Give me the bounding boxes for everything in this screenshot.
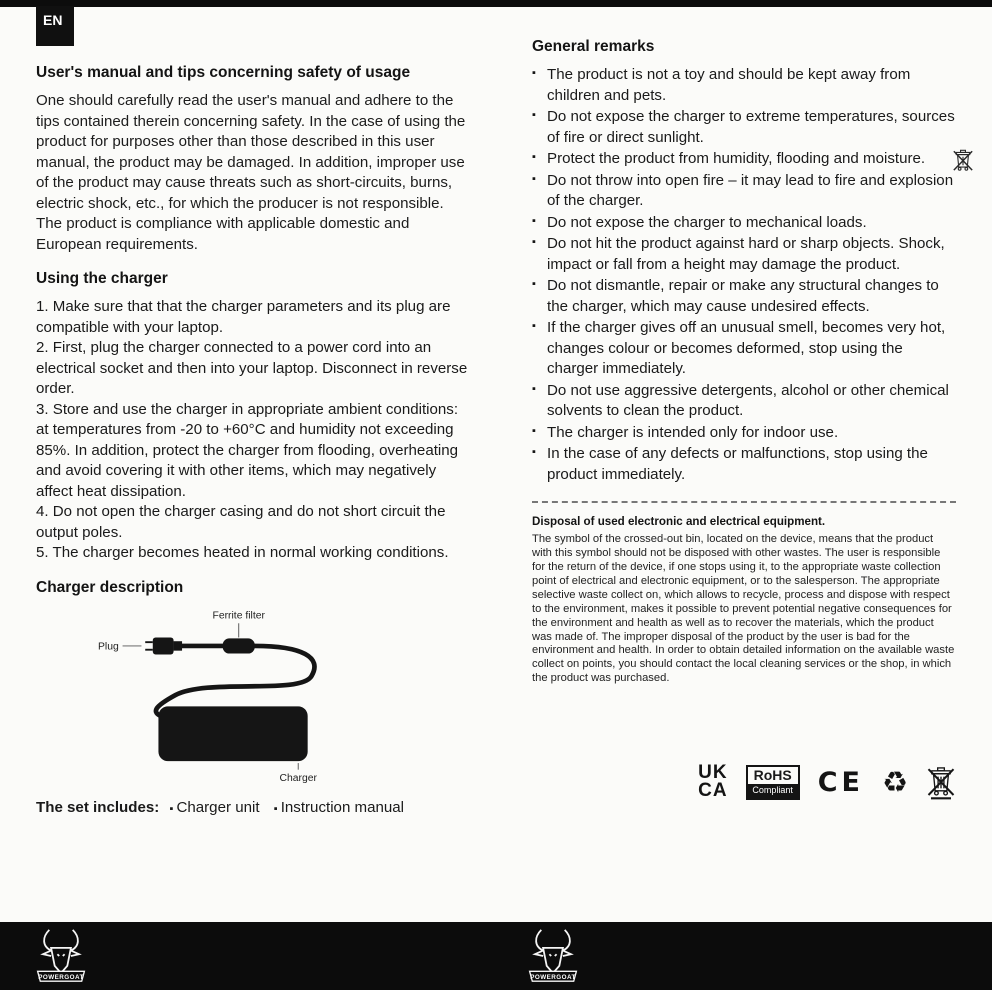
powergoat-wordmark: POWERGOAT xyxy=(530,973,576,981)
using-the-charger-title: Using the charger xyxy=(36,270,168,288)
ferrite-filter-graphic xyxy=(223,638,255,653)
set-includes-item: ▪ Charger unit xyxy=(170,799,260,816)
powergoat-logo xyxy=(526,926,580,990)
bullet-item: ▪ Do not throw into open fire – it may lead to fire and explosion of the charger. xyxy=(532,171,956,212)
general-remarks-title: General remarks xyxy=(532,38,655,55)
dashed-divider xyxy=(532,501,956,503)
bullet-item: ▪ Do not expose the charger to mechanical loads. xyxy=(532,213,956,234)
rohs-label: RoHS xyxy=(753,766,792,783)
charger-body-label: Charger xyxy=(279,772,317,784)
ukca-line2: CA xyxy=(698,780,728,802)
bullet-item: ▪ The charger is intended only for indoor use. xyxy=(532,423,956,444)
charger-diagram xyxy=(64,606,472,791)
step-item: 3. Store and use the charger in appropriate ambient conditions: at temperatures from -20 to +60°C and humidity not exceeding 85%. In addition, protect the charger from flooding, overheating and avoid covering it with other items, which may negatively affect heat dissipation. xyxy=(36,400,459,500)
set-includes-item: ▪ Instruction manual xyxy=(274,799,404,816)
rohs-compliant-label: Compliant xyxy=(748,784,798,798)
weee-bin-icon-small xyxy=(952,148,974,179)
step-item: 4. Do not open the charger casing and do not short circuit the output poles. xyxy=(36,503,446,541)
disposal-title: Disposal of used electronic and electrical equipment. xyxy=(532,515,826,529)
plug-label: Plug xyxy=(98,641,119,653)
bullet-item: ▪ In the case of any defects or malfunctions, stop using the product immediately. xyxy=(532,444,956,485)
recycle-icon: ♻ xyxy=(882,764,908,799)
weee-bin-icon xyxy=(926,765,956,800)
bullet-item: ▪ Protect the product from humidity, flooding and moisture. xyxy=(532,149,956,170)
set-includes-label: The set includes: xyxy=(36,798,160,816)
right-column xyxy=(532,38,956,800)
ukca-mark xyxy=(698,764,727,800)
powergoat-logo xyxy=(34,926,88,990)
footer-bar xyxy=(0,922,992,990)
compliance-marks xyxy=(532,764,956,800)
language-badge: EN xyxy=(36,6,74,46)
general-remarks-list xyxy=(532,65,956,485)
bullet-item: ▪ The product is not a toy and should be kept away from children and pets. xyxy=(532,65,956,106)
charger-diagram-svg xyxy=(64,606,404,786)
rohs-mark xyxy=(746,765,800,800)
left-title: User's manual and tips concerning safety of usage xyxy=(36,64,411,81)
bullet-item: ▪ Do not dismantle, repair or make any structural changes to the charger, which may cause undesired effects. xyxy=(532,276,956,317)
powergoat-wordmark: POWERGOAT xyxy=(38,973,84,981)
step-item: 2. First, plug the charger connected to a power cord into an electrical socket and then into your laptop. Disconnect in reverse order. xyxy=(36,339,468,398)
cable-loop xyxy=(156,646,315,717)
bullet-item: ▪ If the charger gives off an unusual smell, becomes very hot, changes colour or becomes deformed, stop using the charger immediately. xyxy=(532,318,956,380)
bullet-item: ▪ Do not use aggressive detergents, alcohol or other chemical solvents to clean the product. xyxy=(532,381,956,422)
bullet-item: ▪ Do not expose the charger to extreme temperatures, sources of fire or direct sunlight. xyxy=(532,107,956,148)
using-steps xyxy=(36,297,472,564)
charger-graphic xyxy=(158,706,307,761)
disposal-text: The symbol of the crossed-out bin, located on the device, means that the product with this symbol should not be disposed with other wastes. The user is responsible for the return of the device, if one stops using it, to the appropriate waste collection point of electrical and electronic equipment, or to the salesperson. The appropriate selective waste collect on, which allows to recycle, process and dispose with respect to the environment, makes it possible to prevent potential negative consequences for the environment and health as well as to recover the materials, which the product was made of. The improper disposal of the product by the user is bad for the environment and health. In order to obtain detailed information on the available waste collect on points, you should contact the local cleaning services or the shop, in which the product was purchased. xyxy=(532,533,955,685)
charger-description-title: Charger description xyxy=(36,578,184,596)
ferrite-filter-label: Ferrite filter xyxy=(212,610,265,622)
ukca-line1: UK xyxy=(698,762,728,784)
top-black-strip xyxy=(0,0,992,7)
intro-paragraph: One should carefully read the user's manual and adhere to the tips contained therein concerning safety. In the case of using the product for purposes other than those described in this user manual, the product may be damaged. In addition, improper use of the product may cause threats such as short-circuits, burns, electric shock, etc., for which the producer is not responsible. The product is compliance with applicable domestic and European requirements. xyxy=(36,92,466,253)
ce-mark: CE xyxy=(817,766,864,798)
step-item: 5. The charger becomes heated in normal working conditions. xyxy=(36,544,449,562)
bullet-item: ▪ Do not hit the product against hard or sharp objects. Shock, impact or fall from a height may damage the product. xyxy=(532,234,956,275)
left-column xyxy=(36,64,472,816)
set-includes xyxy=(36,799,472,816)
step-item: 1. Make sure that that the charger parameters and its plug are compatible with your laptop. xyxy=(36,298,451,336)
plug-graphic xyxy=(145,637,182,654)
